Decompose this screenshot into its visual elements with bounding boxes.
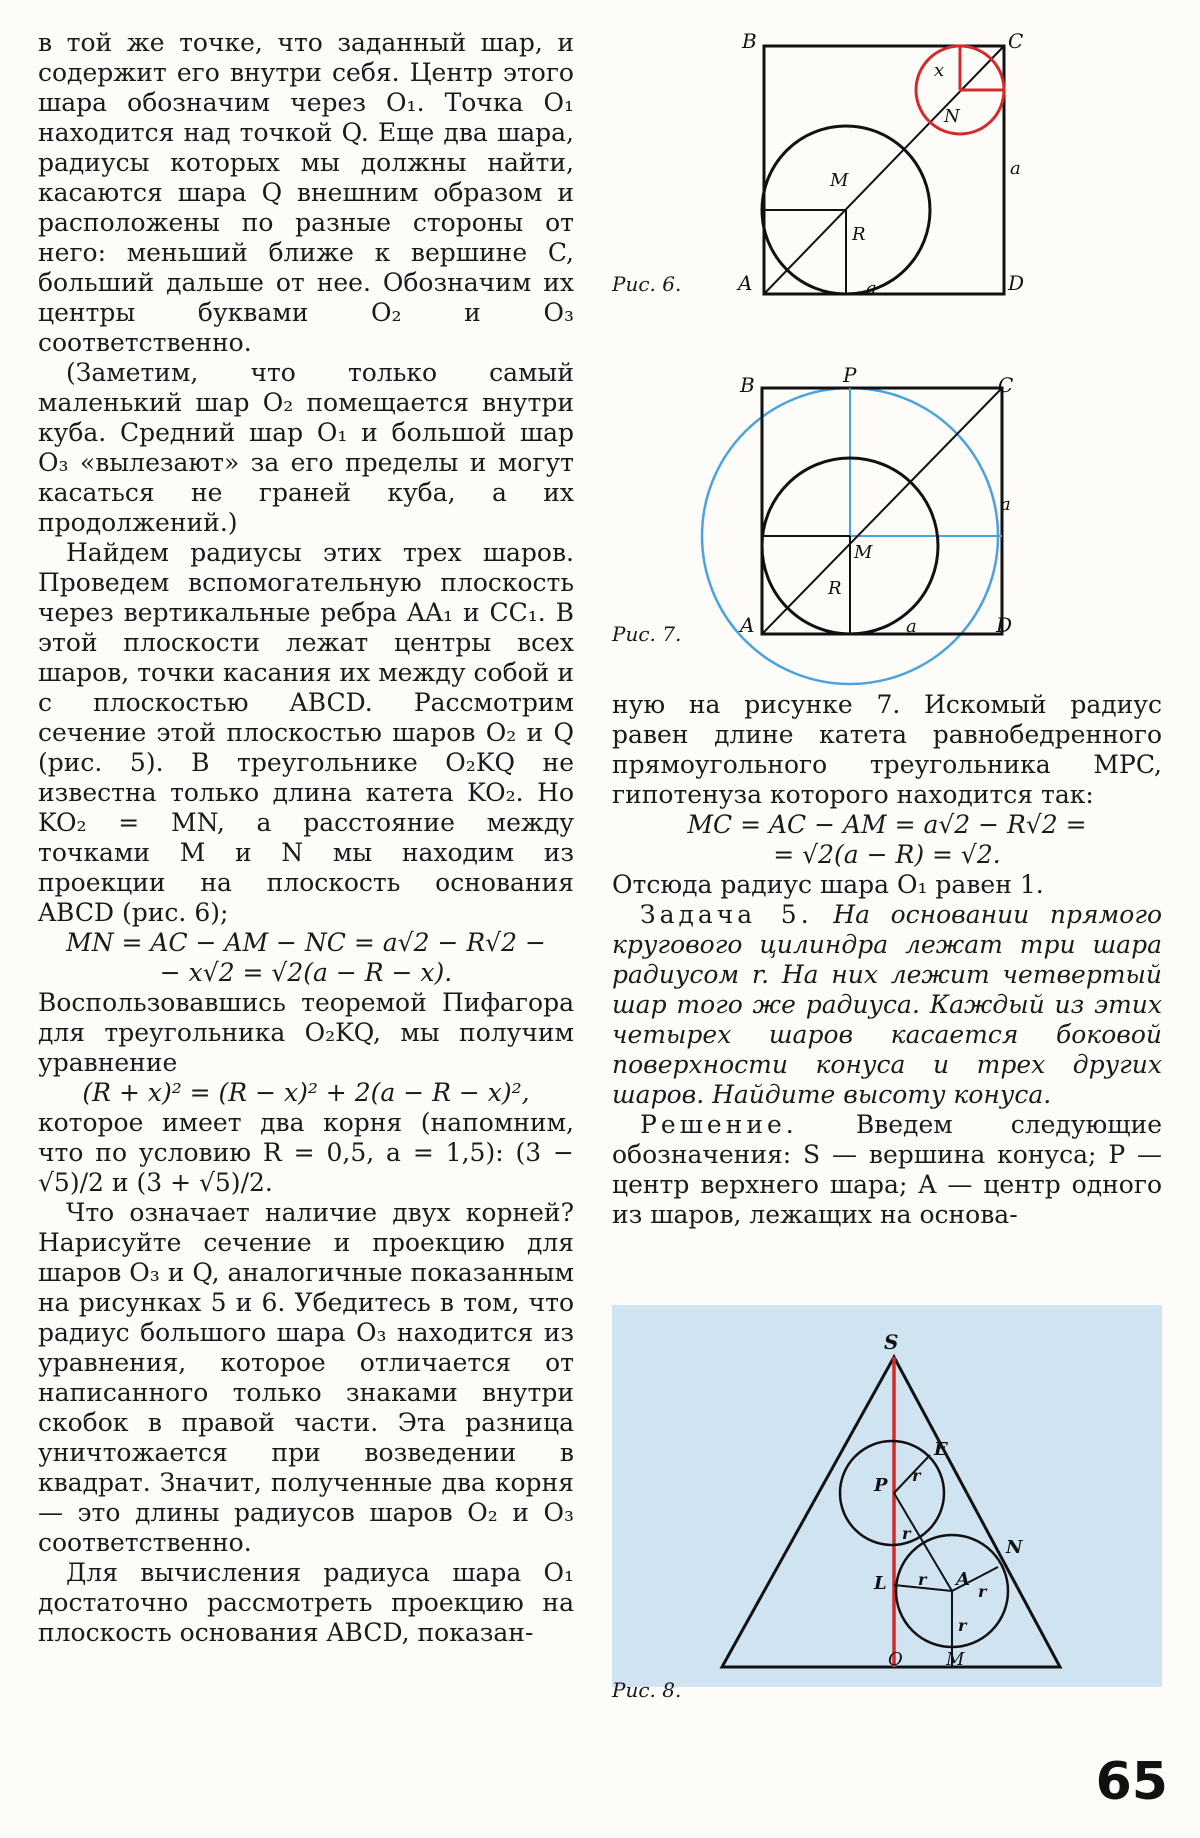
- right-column: [612, 690, 1162, 1230]
- label-n: N: [944, 106, 960, 127]
- diagonal-ac: [762, 388, 1002, 634]
- paragraph: Отсюда радиус шара O₁ равен 1.: [612, 870, 1044, 899]
- label-s: S: [884, 1330, 899, 1354]
- formula: (R + x)² = (R − x)² + 2(a − R − x)²,: [82, 1078, 530, 1107]
- label-d: D: [1008, 271, 1025, 295]
- paragraph: Для вычисления радиуса шара O₁ достаточно рассмотреть проекцию на плоскость основания ABCD, показан-: [38, 1558, 574, 1647]
- label-r-4: r: [978, 1582, 987, 1601]
- label-p: P: [874, 1475, 888, 1496]
- label-m: M: [946, 1649, 965, 1670]
- figure-6-caption: Рис. 6.: [612, 272, 682, 296]
- label-a-right: a: [1010, 158, 1021, 179]
- label-n: N: [1006, 1537, 1023, 1558]
- paragraph: ную на рисунке 7. Искомый радиус равен длине катета равнобедренного прямоугольного треугольника MPC, гипотенуза которого находится так:: [612, 690, 1162, 809]
- label-m: M: [830, 170, 849, 191]
- solution-text: Введем следующие обозначения: S — вершина конуса; P — центр верхнего шара; A — центр одного из шаров, лежащих на основа-: [612, 1110, 1162, 1229]
- formula: − x√2 = √2(a − R − x).: [159, 958, 453, 987]
- label-r-1: r: [912, 1466, 921, 1485]
- formula: MN = AC − AM − NC = a√2 − R√2 −: [66, 928, 546, 957]
- problem-5: [612, 900, 1162, 1110]
- label-a-bottom: a: [906, 616, 917, 637]
- label-x: x: [934, 60, 945, 81]
- figure-6: [720, 29, 1025, 310]
- diagonal-ac: [764, 46, 1004, 294]
- label-d: D: [996, 613, 1013, 637]
- label-a: A: [738, 271, 753, 295]
- figure-7-caption: Рис. 7.: [612, 622, 682, 646]
- label-a-right: a: [1000, 494, 1011, 515]
- page-number: 65: [1095, 1752, 1168, 1812]
- label-e: E: [934, 1439, 948, 1460]
- paragraph: Что означает наличие двух корней? Нарисуйте сечение и проекцию для шаров O₃ и Q, аналогичные показанным на рисунках 5 и 6. Убедитесь в том, что радиус большого шара O₃ находится из уравнения, которое отличается от написанного только знаками внутри скобок в правой части. Эта разница уничтожается при возведении в квадрат. Значит, полученные два корня — это длины радиусов шаров O₂ и O₃ соответственно.: [38, 1198, 574, 1557]
- paragraph: в той же точке, что заданный шар, и содержит его внутри себя. Центр этого шара обозначим через O₁. Точка O₁ находится над точкой Q. Еще два шара, радиусы которых мы должны найти, касаются шара Q внешним образом и расположены по разные стороны от него: меньший ближе к вершине C, больший дальше от нее. Обозначим их центры буквами O₂ и O₃ соответственно.: [38, 28, 574, 357]
- label-p: P: [843, 363, 857, 387]
- label-a-bottom: a: [866, 278, 877, 299]
- solution: [612, 1110, 1162, 1230]
- figure-8-background: [612, 1305, 1162, 1687]
- label-r: R: [852, 224, 866, 245]
- label-l: L: [874, 1573, 887, 1594]
- paragraph: Воспользовавшись теоремой Пифагора для треугольника O₂KQ, мы получим уравнение: [38, 988, 574, 1077]
- label-m: M: [854, 542, 873, 563]
- paragraph: Найдем радиусы этих трех шаров. Проведем вспомогательную плоскость через вертикальные ребра AA₁ и CC₁. В этой плоскости лежат центры всех шаров, точки касания их между собой и с плоскостью ABCD. Рассмотрим сечение этой плоскостью шаров O₂ и Q (рис. 5). В треугольнике O₂KQ не известна только длина катета KO₂. Но KO₂ = MN, а расстояние между точками M и N мы находим из проекции на плоскость основания ABCD (рис. 6);: [38, 538, 574, 927]
- formula: = √2(a − R) = √2.: [773, 840, 1001, 869]
- problem-statement: На основании прямого кругового цилиндра лежат три шара радиусом r. На них лежит четвертый шар того же радиуса. Каждый из этих четырех шаров касается боковой поверхности конуса и трех других шаров. Найдите высоту конуса.: [612, 900, 1163, 1109]
- label-r-5: r: [958, 1616, 967, 1635]
- label-b: B: [740, 373, 755, 397]
- label-r: R: [828, 578, 842, 599]
- formula: MC = AC − AM = a√2 − R√2 =: [687, 810, 1087, 839]
- label-a: A: [740, 613, 755, 637]
- label-c: C: [1008, 29, 1024, 53]
- label-r-3: r: [918, 1570, 927, 1589]
- figure-8: [612, 1305, 1162, 1687]
- label-o: O: [888, 1649, 903, 1670]
- paragraph: которое имеет два корня (напомним, что по условию R = 0,5, a = 1,5): (3 − √5)/2 и (3 + √5)/2.: [38, 1108, 574, 1197]
- solution-heading: Решение.: [640, 1110, 798, 1139]
- figure-8-caption: Рис. 8.: [612, 1678, 682, 1702]
- figure-7: [700, 360, 1020, 660]
- label-c: C: [998, 373, 1014, 397]
- label-r-2: r: [902, 1524, 911, 1543]
- left-column: [38, 28, 574, 1648]
- label-b: B: [742, 29, 757, 53]
- label-a: A: [956, 1569, 970, 1590]
- paragraph: (Заметим, что только самый маленький шар O₂ помещается внутри куба. Средний шар O₁ и большой шар O₃ «вылезают» за его пределы и могут касаться не граней куба, а их продолжений.): [38, 358, 574, 537]
- problem-heading: Задача 5.: [640, 900, 813, 929]
